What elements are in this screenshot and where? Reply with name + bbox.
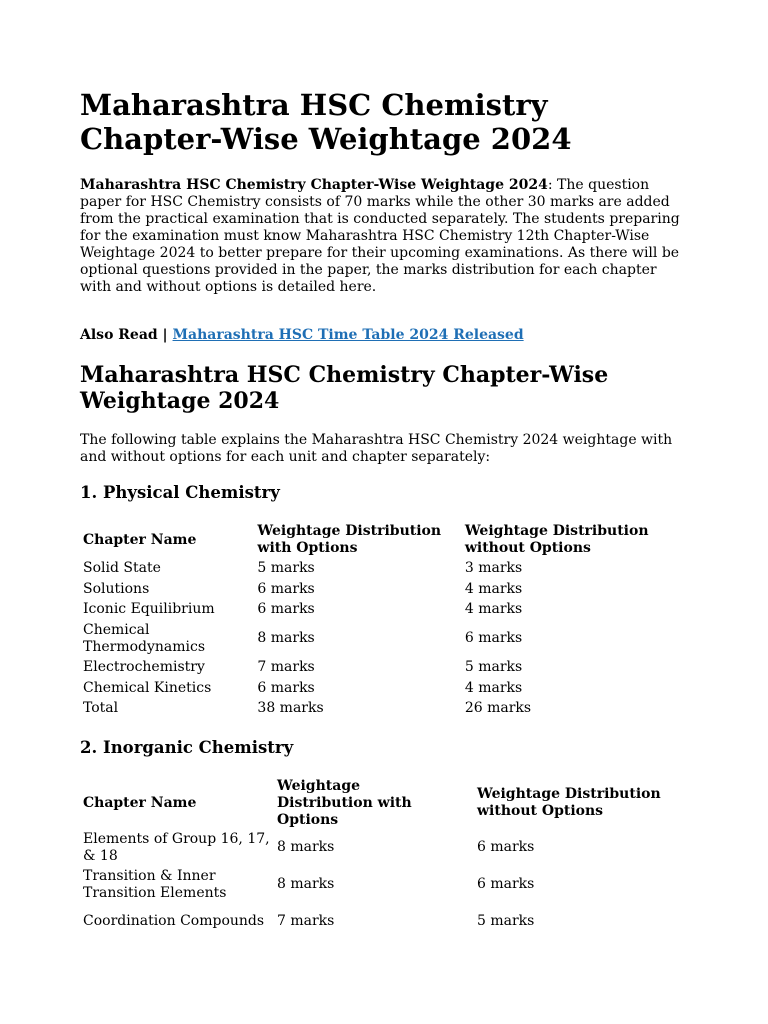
table-row <box>80 829 688 866</box>
marks-with-options: 6 marks <box>257 601 315 618</box>
column-header: Weightage Distribution without Options <box>464 523 649 556</box>
marks-without-options: 6 marks <box>464 630 523 647</box>
table-row <box>80 657 690 678</box>
table-row <box>80 866 688 903</box>
physical-chemistry-heading: 1. Physical Chemistry <box>80 483 280 502</box>
also-read <box>80 327 524 344</box>
column-header: Weightage Distribution with Options <box>277 777 412 828</box>
table-row <box>80 558 690 579</box>
page-title: Maharashtra HSC Chemistry Chapter-Wise Weightage 2024 <box>80 88 572 156</box>
marks-with-options: 6 marks <box>257 580 315 597</box>
marks-without-options: 5 marks <box>464 658 523 675</box>
physical-chemistry-table <box>80 522 690 719</box>
marks-without-options: 5 marks <box>477 913 535 929</box>
time-table-link[interactable]: Maharashtra HSC Time Table 2024 Released <box>172 327 524 343</box>
intro-bold-lead: Maharashtra HSC Chemistry Chapter-Wise Weightage 2024 <box>80 177 548 193</box>
marks-without-options: 4 marks <box>464 580 523 597</box>
marks-without-options: 4 marks <box>464 679 523 696</box>
chapter-name: Coordination Compounds <box>83 913 265 929</box>
column-header: Chapter Name <box>83 531 197 548</box>
inorganic-chemistry-heading: 2. Inorganic Chemistry <box>80 738 294 757</box>
marks-without-options: 3 marks <box>464 559 523 576</box>
table-row <box>80 903 688 940</box>
chapter-name: Iconic Equilibrium <box>83 601 215 618</box>
chapter-name: Solutions <box>83 580 150 597</box>
table-header-row <box>80 777 688 829</box>
marks-with-options: 8 marks <box>277 876 335 892</box>
chapter-name: Transition & Inner Transition Elements <box>83 867 227 901</box>
section-lead: The following table explains the Maharashtra HSC Chemistry 2024 weightage with and without options for each unit and chapter separately: <box>80 432 673 465</box>
marks-with-options: 38 marks <box>257 700 324 717</box>
table-row <box>80 678 690 699</box>
intro-text: : The question paper for HSC Chemistry consists of 70 marks while the other 30 marks are added from the practical examination that is conducted separately. The students preparing for the examination must know Maharashtra HSC Chemistry 12th Chapter-Wise Weightage 2024 to better prepare for their upcoming examinations. As there will be optional questions provided in the paper, the marks distribution for each chapter with and without options is detailed here. <box>80 177 680 295</box>
also-read-label: Also Read | <box>80 327 173 343</box>
chapter-name: Solid State <box>83 559 161 576</box>
table-row <box>80 698 690 719</box>
marks-with-options: 7 marks <box>257 658 315 675</box>
chapter-name: Elements of Group 16, 17, & 18 <box>83 830 270 864</box>
inorganic-chemistry-table <box>80 777 688 940</box>
intro-paragraph <box>80 177 692 296</box>
chapter-name: Total <box>83 700 119 717</box>
marks-without-options: 6 marks <box>477 876 535 892</box>
section-heading: Maharashtra HSC Chemistry Chapter-Wise Weightage 2024 <box>80 362 609 414</box>
marks-without-options: 6 marks <box>477 839 535 855</box>
table-row <box>80 620 690 657</box>
table-header-row <box>80 522 690 558</box>
marks-with-options: 6 marks <box>257 679 315 696</box>
chapter-name: Chemical Thermodynamics <box>83 621 206 655</box>
marks-with-options: 8 marks <box>257 630 315 647</box>
chapter-name: Electrochemistry <box>83 658 205 675</box>
marks-with-options: 8 marks <box>277 839 335 855</box>
column-header: Weightage Distribution with Options <box>257 523 442 556</box>
marks-with-options: 7 marks <box>277 913 335 929</box>
marks-without-options: 4 marks <box>464 601 523 618</box>
marks-without-options: 26 marks <box>464 700 532 717</box>
chapter-name: Chemical Kinetics <box>83 679 212 696</box>
table-row <box>80 599 690 620</box>
column-header: Chapter Name <box>83 794 197 811</box>
column-header: Weightage Distribution without Options <box>477 786 661 819</box>
table-row <box>80 579 690 600</box>
marks-with-options: 5 marks <box>257 559 315 576</box>
